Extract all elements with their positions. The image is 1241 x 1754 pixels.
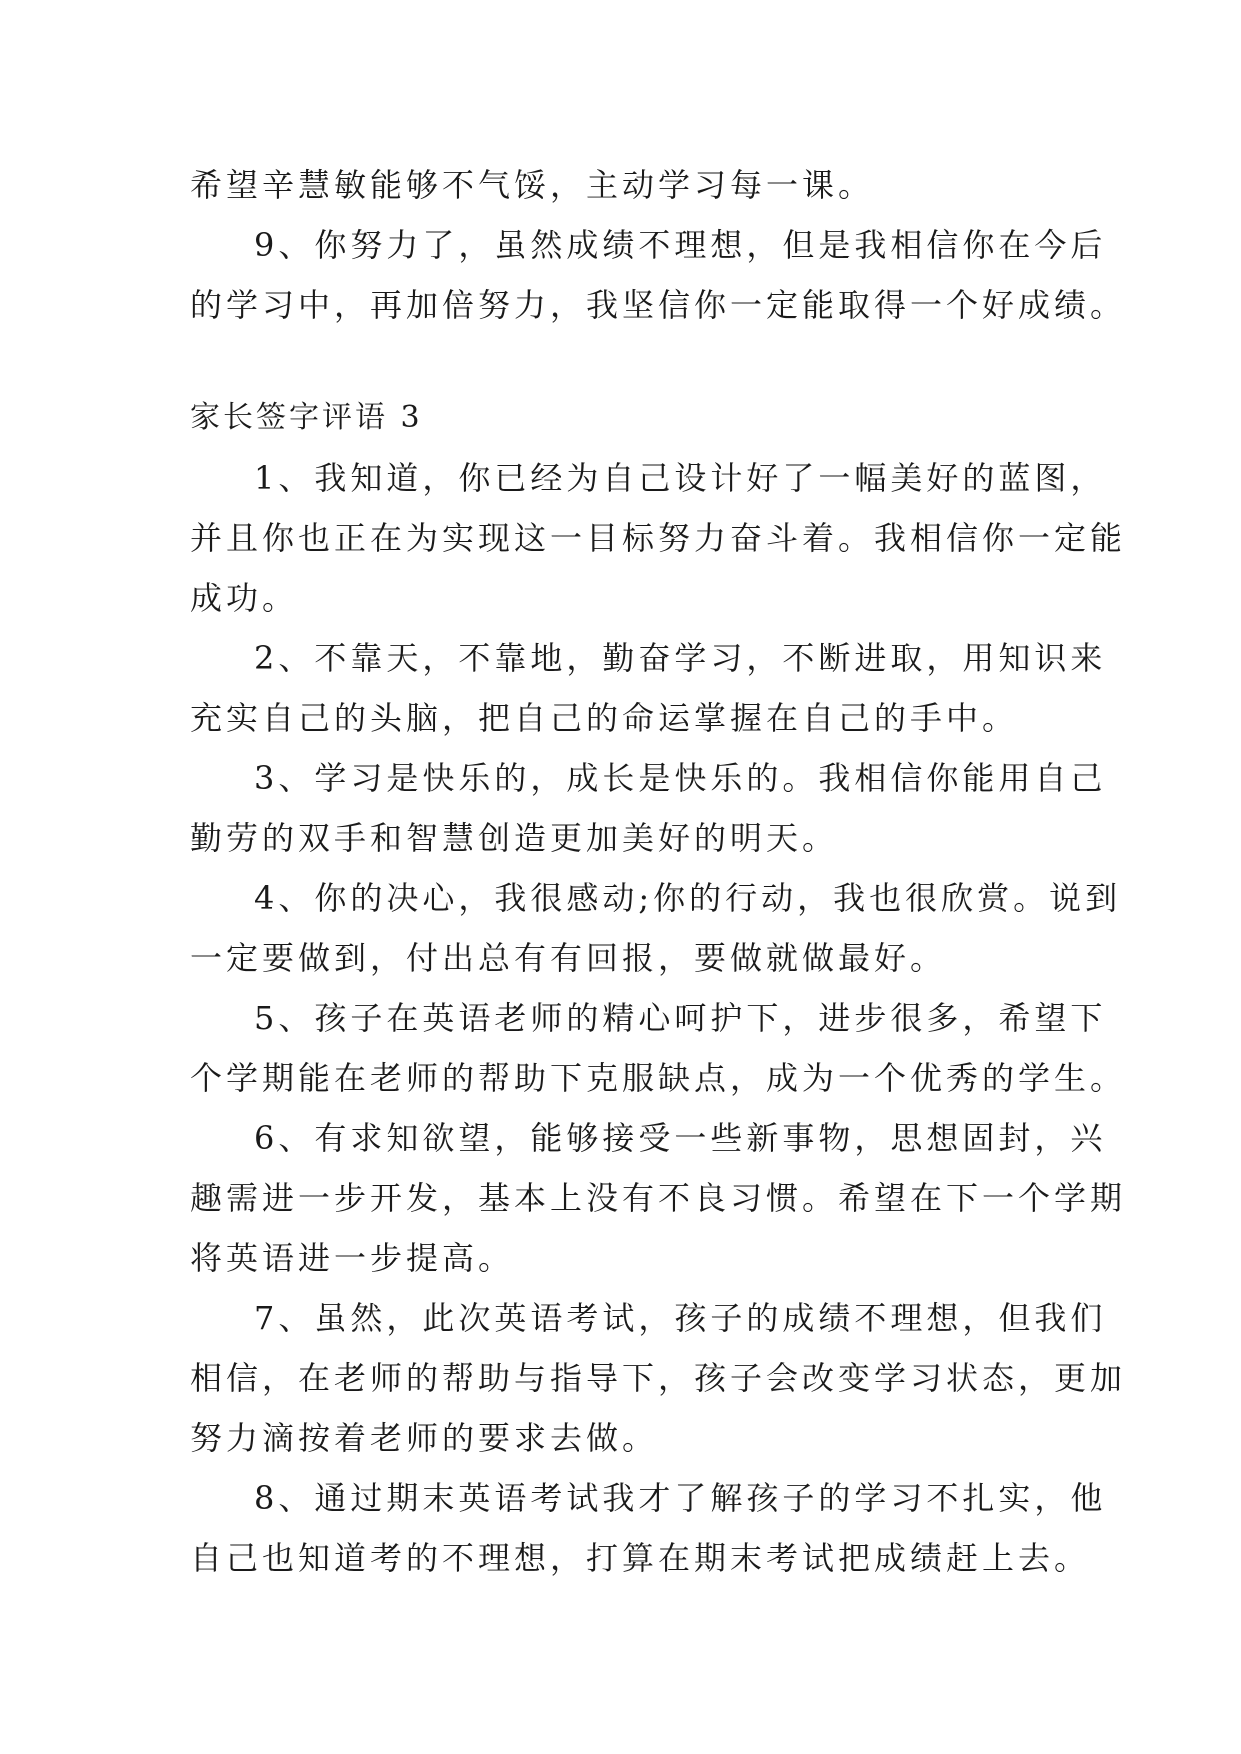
text-line: 3、学习是快乐的，成长是快乐的。我相信你能用自己 bbox=[254, 759, 1107, 797]
text-line: 希望辛慧敏能够不气馁，主动学习每一课。 bbox=[190, 166, 875, 204]
text-line: 的学习中，再加倍努力，我坚信你一定能取得一个好成绩。 bbox=[190, 286, 1127, 324]
text-line: 4、你的决心，我很感动;你的行动，我也很欣赏。说到 bbox=[254, 879, 1122, 917]
section-heading: 家长签字评语 3 bbox=[190, 400, 423, 435]
text-line: 2、不靠天，不靠地，勤奋学习，不断进取，用知识来 bbox=[254, 639, 1107, 677]
text-line: 勤劳的双手和智慧创造更加美好的明天。 bbox=[190, 819, 839, 857]
text-line: 自己也知道考的不理想，打算在期末考试把成绩赶上去。 bbox=[190, 1539, 1091, 1577]
text-line: 7、虽然，此次英语考试，孩子的成绩不理想，但我们 bbox=[254, 1299, 1107, 1337]
text-line: 个学期能在老师的帮助下克服缺点，成为一个优秀的学生。 bbox=[190, 1059, 1127, 1097]
text-line: 5、孩子在英语老师的精心呵护下，进步很多，希望下 bbox=[254, 999, 1107, 1037]
text-line: 一定要做到，付出总有有回报，要做就做最好。 bbox=[190, 939, 947, 977]
text-line: 将英语进一步提高。 bbox=[190, 1239, 515, 1277]
text-line: 相信，在老师的帮助与指导下，孩子会改变学习状态，更加 bbox=[190, 1359, 1127, 1397]
text-line: 充实自己的头脑，把自己的命运掌握在自己的手中。 bbox=[190, 699, 1019, 737]
text-line: 努力滴按着老师的要求去做。 bbox=[190, 1419, 659, 1457]
text-line: 6、有求知欲望，能够接受一些新事物，思想固封，兴 bbox=[254, 1119, 1107, 1157]
text-line: 并且你也正在为实现这一目标努力奋斗着。我相信你一定能 bbox=[190, 519, 1127, 557]
text-line: 成功。 bbox=[190, 579, 299, 617]
text-line: 趣需进一步开发，基本上没有不良习惯。希望在下一个学期 bbox=[190, 1179, 1127, 1217]
text-line: 1、我知道，你已经为自己设计好了一幅美好的蓝图， bbox=[254, 459, 1107, 497]
text-line: 9、你努力了，虽然成绩不理想，但是我相信你在今后 bbox=[254, 226, 1107, 264]
text-line: 8、通过期末英语考试我才了解孩子的学习不扎实，他 bbox=[254, 1479, 1107, 1517]
